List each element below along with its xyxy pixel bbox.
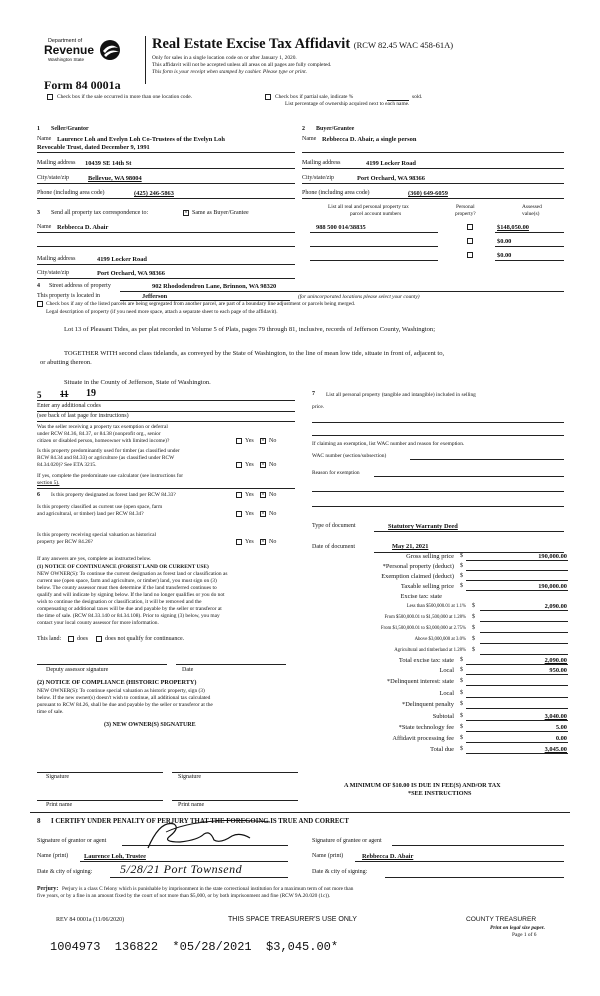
sec6-print1-line bbox=[37, 800, 163, 801]
sec6-print2-line bbox=[172, 800, 298, 801]
sec6-cont-l5: wish to continue the designation or classification, it will be removed and the bbox=[37, 599, 202, 605]
sec6-does-not: does not qualify for continuance. bbox=[105, 636, 185, 642]
sec6-print2-label: Print name bbox=[178, 802, 205, 808]
sec7-doc-date-value[interactable]: May 21, 2021 bbox=[392, 543, 429, 550]
seller-name-value-l2[interactable]: Revocable Trust, dated December 9, 1991 bbox=[37, 144, 150, 151]
buyer-name-line bbox=[302, 152, 564, 153]
tax-affidavit-value[interactable]: 0.00 bbox=[555, 735, 567, 742]
ownership-pct-note: List percentage of ownership acquired next to each name. bbox=[285, 101, 410, 107]
corr-mailing-line bbox=[37, 264, 295, 265]
sec6-does: does bbox=[77, 636, 88, 642]
sec5-bottom-line bbox=[37, 488, 295, 489]
footer-county-treasurer: COUNTY TREASURER bbox=[466, 916, 537, 923]
sec8-grantee-name-line bbox=[355, 861, 564, 862]
tax-exemption-dollar: $ bbox=[460, 573, 463, 579]
partial-sale-sold: sold. bbox=[412, 94, 423, 100]
sec6-cont-title: (1) NOTICE OF CONTINUANCE (FOREST LAND OR CURRENT USE) bbox=[37, 564, 209, 570]
sec5-q1-no-checkbox[interactable]: × bbox=[261, 438, 265, 444]
sec6-new-owner-sig: (3) NEW OWNER(S) SIGNATURE bbox=[104, 722, 196, 728]
seller-phone-line bbox=[37, 198, 295, 199]
sec5-q1-yes-checkbox[interactable] bbox=[236, 438, 242, 444]
buyer-name-value[interactable]: Rebbecca D. Abair, a single person bbox=[322, 136, 417, 143]
sec7-label-l2: price. bbox=[312, 404, 325, 410]
grantor-signature[interactable] bbox=[140, 814, 280, 854]
sec6-q1-yes: Yes bbox=[245, 492, 254, 498]
sec8-grantor-date-line bbox=[110, 877, 288, 878]
partial-sale-label: Check box if partial sale, indicate % bbox=[275, 94, 354, 100]
sec7-pp-line-2 bbox=[312, 435, 564, 436]
dor-logo bbox=[44, 38, 124, 68]
seller-mailing-value[interactable]: 10439 SE 14th St bbox=[85, 160, 132, 167]
sec6-hist-title: (2) NOTICE OF COMPLIANCE (HISTORIC PROPERTY) bbox=[37, 679, 197, 686]
sec6-print1-label: Print name bbox=[46, 802, 73, 808]
dor-dept-line2: Revenue bbox=[44, 43, 95, 57]
parcel-row-1-value[interactable]: $148,050.00 bbox=[497, 224, 529, 231]
tax-tier3-label: From $1,500,000.01 to $3,000,000 at 2.75% bbox=[380, 626, 466, 631]
partial-sale-checkbox[interactable] bbox=[265, 94, 271, 100]
sec7-pp-line-1 bbox=[312, 422, 564, 423]
sec8-perjury-l2: five years, or by a fine in an amount fixed by the court of not more than $5,000, or by both imprisonment and fine (RCW 9A.20.020 (1c)). bbox=[37, 893, 331, 899]
form-number: Form 84 0001a bbox=[44, 78, 121, 92]
header-note-3: This form is your receipt when stamped by cashier. Please type or print. bbox=[152, 69, 307, 75]
sec8-sig-grantor-label: Signature of grantor or agent bbox=[37, 838, 107, 844]
sec7-reason-line-2 bbox=[312, 491, 564, 492]
sec8-grantor-date[interactable]: 5/28/21 Port Townsend bbox=[120, 862, 243, 876]
sec8-top-rule bbox=[30, 812, 570, 813]
parcel-col1-l1: List all real and personal property tax bbox=[328, 204, 409, 210]
parcel-row-2-value[interactable]: $0.00 bbox=[497, 238, 512, 245]
sec5-codes-line bbox=[37, 411, 295, 412]
property-street-value[interactable]: 902 Rhododendron Lane, Brinnon, WA 98320 bbox=[152, 283, 277, 290]
tax-gross-dollar: $ bbox=[460, 553, 463, 559]
tax-delinq-pen-label: *Delinquent penalty bbox=[402, 701, 454, 708]
tax-affidavit-label: Affidavit processing fee bbox=[392, 735, 454, 742]
sec6-hist-l4: time of sale. bbox=[37, 709, 64, 715]
seller-name-line bbox=[37, 152, 295, 153]
tax-tier4-line bbox=[480, 643, 568, 644]
tax-tier1-line bbox=[480, 610, 568, 611]
tax-tech-label: *State technology fee bbox=[398, 724, 454, 731]
buyer-city-value[interactable]: Port Orchard, WA 98366 bbox=[357, 175, 425, 182]
sec5-code-value[interactable]: 19 bbox=[86, 388, 96, 399]
tax-taxable-line bbox=[466, 590, 568, 591]
sec7-doc-date-label: Date of document bbox=[312, 544, 355, 550]
sec6-date-line bbox=[176, 664, 286, 665]
sec5-see-back-line bbox=[37, 421, 295, 422]
parcel-row-1-number[interactable]: 988 500 014/38835 bbox=[316, 224, 366, 231]
buyer-city-label: City/state/zip bbox=[302, 175, 334, 181]
sec5-q2-l2: RCW 84.34 and 84.33) or agriculture (as classified under RCW bbox=[37, 455, 175, 461]
parcel-row-3-value[interactable]: $0.00 bbox=[497, 252, 512, 259]
tax-tier5-label: Agricultural and timberland at 1.28% bbox=[394, 648, 466, 653]
tax-total-label: Total due bbox=[430, 746, 454, 753]
sec6-cont-l7: the time of sale. (RCW 84.33.140 or 84.34.108). Prior to signing (3) below, you may bbox=[37, 613, 220, 619]
tax-total-value[interactable]: 3,045.00 bbox=[544, 746, 567, 753]
property-street-line bbox=[120, 291, 564, 292]
sec8-perjury-bold: Perjury: bbox=[37, 886, 59, 892]
sec6-q3-no: No bbox=[269, 539, 277, 545]
sec6-q3-no-checkbox[interactable]: × bbox=[261, 539, 265, 545]
sec6-deputy-line bbox=[37, 664, 167, 665]
corr-city-label: City/state/zip bbox=[37, 270, 69, 276]
sec8-certify: I CERTIFY UNDER PENALTY OF PERJURY THAT THE FOREGOING IS TRUE AND CORRECT bbox=[51, 818, 349, 825]
sec6-sig1-line bbox=[37, 772, 163, 773]
corr-blank-line bbox=[37, 246, 295, 247]
form-title-rcw: (RCW 82.45 WAC 458-61A) bbox=[353, 40, 454, 50]
parcel-row-1-line bbox=[310, 232, 438, 233]
sec8-grantor-date-label: Date & city of signing: bbox=[37, 869, 93, 875]
corr-label: Send all property tax correspondence to: bbox=[51, 210, 149, 216]
tax-tier3-dollar: $ bbox=[472, 625, 475, 631]
sec6-deputy: Deputy assessor signature bbox=[46, 667, 109, 673]
tax-tech-value[interactable]: 5.00 bbox=[555, 724, 567, 731]
sec7-doc-type-line bbox=[374, 531, 564, 532]
buyer-mailing-line bbox=[302, 168, 564, 169]
sec6-cont-l1: NEW OWNER(S): To continue the current designation as forest land or classification as bbox=[37, 571, 228, 577]
sec7-wac-line bbox=[410, 459, 564, 460]
header-note-2: This affidavit will not be accepted unless all areas on all pages are fully completed. bbox=[152, 62, 332, 68]
sec6-hist-l3: pursuant to RCW 84.26, shall be due and payable by the seller or transferor at the bbox=[37, 702, 213, 708]
sec5-q2-no: No bbox=[269, 462, 277, 468]
buyer-section-label: Buyer/Grantee bbox=[316, 126, 355, 132]
legal-desc-p2b[interactable]: or abutting thereon. bbox=[40, 359, 92, 366]
form-title bbox=[152, 36, 453, 53]
sec8-grantee-date-line bbox=[385, 877, 564, 878]
sec6-cont-l4: qualify and will indicate by signing below. If the land no longer qualifies or you do not bbox=[37, 592, 225, 598]
sec5-num: 5 bbox=[37, 390, 42, 400]
sec5-q1-l1: Was the seller receiving a property tax exemption or deferral bbox=[37, 424, 168, 430]
sec6-hist-l1: NEW OWNER(S): To continue special valuation as historic property, sign (3) bbox=[37, 688, 205, 694]
tax-total-state-line bbox=[466, 664, 568, 665]
header-note-1: Only for sales in a single location code on or after January 1, 2020. bbox=[152, 55, 297, 61]
tax-tier5-line bbox=[480, 654, 568, 655]
header-divider bbox=[145, 36, 146, 84]
tax-tier4-label: Above $3,000,000 at 3.0% bbox=[414, 637, 466, 642]
seller-mailing-line bbox=[37, 168, 295, 169]
sec5-q3-l2: section 5). bbox=[37, 480, 60, 486]
tax-see-instr: *SEE INSTRUCTIONS bbox=[408, 790, 472, 797]
sec6-q2-yes: Yes bbox=[245, 511, 254, 517]
sec6-q1-yes-checkbox[interactable] bbox=[236, 492, 242, 498]
sec6-q2-no-checkbox[interactable]: × bbox=[261, 511, 265, 517]
seller-phone-label: Phone (including area code) bbox=[37, 190, 105, 196]
tax-subtotal-line bbox=[466, 720, 568, 721]
tax-affidavit-line bbox=[466, 742, 568, 743]
sec8-grantor-name-label: Name (print) bbox=[37, 853, 69, 859]
tax-tier1-value[interactable]: 2,090.00 bbox=[544, 603, 567, 610]
tax-gross-value[interactable]: 190,000.00 bbox=[538, 553, 567, 560]
sec5-q1-l2: under RCW 84.36, 84.37, or 84.38 (nonprofit org., senior bbox=[37, 431, 161, 437]
segregated-label: Check box if any of the listed parcels are being segregated from another parcel, are part of a boundary line adjustment or parcels being merged. bbox=[46, 301, 356, 307]
sec6-date: Date bbox=[182, 667, 194, 673]
tax-taxable-label: Taxable selling price bbox=[400, 583, 454, 590]
tax-delinq-label: *Delinquent interest: state bbox=[386, 678, 454, 685]
sec5-q1-l3: citizen or disabled person, homeowner with limited income)? bbox=[37, 438, 170, 444]
segregated-checkbox[interactable] bbox=[37, 301, 43, 307]
parcel-col3-l1: Assessed bbox=[522, 204, 542, 210]
seller-phone-value[interactable]: (425) 246-5863 bbox=[134, 190, 174, 197]
sec8-grantee-name-label: Name (print) bbox=[312, 853, 344, 859]
tax-tier1-label: Less than $500,000.01 at 1.1% bbox=[406, 604, 466, 609]
tax-personal-dollar: $ bbox=[460, 563, 463, 569]
footer-receipt: 1004973 136822 *05/28/2021 $3,045.00* bbox=[50, 940, 339, 954]
sec6-sig2-line bbox=[172, 772, 298, 773]
tax-local-label: Local bbox=[439, 667, 454, 674]
tax-tier4-dollar: $ bbox=[472, 636, 475, 642]
sec5-q2-l3: 84.34.020)? See ETA 3215. bbox=[37, 462, 97, 468]
sec5-q1-no: No bbox=[269, 438, 277, 444]
parcel-row-2-value-line bbox=[495, 246, 564, 247]
buyer-phone-value[interactable]: (360) 649-6059 bbox=[408, 190, 448, 197]
sec6-q2-no: No bbox=[269, 511, 277, 517]
tax-delinq-local-dollar: $ bbox=[460, 690, 463, 696]
tax-delinq-pen-dollar: $ bbox=[460, 701, 463, 707]
seller-city-label: City/state/zip bbox=[37, 175, 69, 181]
tax-exemption-label: Exemption claimed (deduct) bbox=[381, 573, 454, 580]
tax-tech-line bbox=[466, 731, 568, 732]
buyer-section-num: 2 bbox=[302, 126, 305, 132]
sec6-cont-l3: below. The county assessor must then determine if the land transferred continues to bbox=[37, 585, 217, 591]
tax-delinq-line bbox=[466, 685, 568, 686]
sec8-grantee-date-label: Date & city of signing: bbox=[312, 869, 368, 875]
seller-mailing-label: Mailing address bbox=[37, 160, 76, 166]
tax-tier2-label: From $500,000.01 to $1,500,000 at 1.28% bbox=[384, 615, 466, 620]
tax-taxable-value[interactable]: 190,000.00 bbox=[538, 583, 567, 590]
tax-subtotal-value[interactable]: 3,040.00 bbox=[544, 713, 567, 720]
parcel-row-1-personal-checkbox[interactable] bbox=[467, 224, 473, 230]
sec7-doc-type-label: Type of document bbox=[312, 523, 356, 529]
sec6-q2-l1: Is this property classified as current use (open space, farm bbox=[37, 504, 163, 510]
tax-gross-line bbox=[466, 560, 568, 561]
legal-desc-p2a[interactable]: TOGETHER WITH second class tidelands, as conveyed by the State of Washington, to the line of mean low tide, situate in front of, adjacent to, bbox=[64, 350, 445, 357]
parcel-row-3-value-line bbox=[495, 260, 564, 261]
tax-gross-label: Gross selling price bbox=[406, 553, 454, 560]
tax-delinq-pen-line bbox=[466, 708, 568, 709]
sec8-grantor-name[interactable]: Laurence Loh, Trustee bbox=[84, 853, 146, 860]
tax-tier2-line bbox=[480, 621, 568, 622]
sec6-q3-yes: Yes bbox=[245, 539, 254, 545]
sec6-hist-l2: below. If the new owner(s) doesn't wish to continue, all additional tax calculated bbox=[37, 695, 211, 701]
sec6-q3-l2: property per RCW 84.26? bbox=[37, 539, 93, 545]
property-located-note: (for unincorporated locations please select your county) bbox=[298, 294, 420, 300]
tax-min-note: A MINIMUM OF $10.00 IS DUE IN FEE(S) AND/OR TAX bbox=[344, 782, 501, 789]
tax-total-state-value[interactable]: 2,090.00 bbox=[544, 657, 567, 664]
tax-taxable-dollar: $ bbox=[460, 583, 463, 589]
sec6-sig2-label: Signature bbox=[178, 774, 201, 780]
sec6-this-land: This land: bbox=[37, 636, 62, 642]
corr-mailing-label: Mailing address bbox=[37, 256, 76, 262]
tax-total-state-label: Total excise tax: state bbox=[398, 657, 454, 664]
seller-name-value-l1[interactable]: Laurence Loh and Evelyn Loh Co-Trustees of the Evelyn Loh bbox=[57, 136, 225, 143]
sec6-cont-l2: current use (open space, farm and agriculture, or timber) land, you must sign on (3) bbox=[37, 578, 217, 584]
sec6-cont-l6: compensating or additional taxes will be due and payable by the seller or transferor at bbox=[37, 606, 222, 612]
tax-excise-label: Excise tax: state bbox=[400, 593, 442, 600]
legal-desc-label: Legal description of property (if you need more space, attach a separate sheet to each page of the affidavit). bbox=[46, 309, 278, 315]
sec5-enter-codes: Enter any additional codes bbox=[37, 403, 101, 409]
corr-section-num: 3 bbox=[37, 210, 40, 216]
sec5-q2-yes-checkbox[interactable] bbox=[236, 462, 242, 468]
tax-personal-label: *Personal property (deduct) bbox=[382, 563, 454, 570]
tax-personal-line bbox=[466, 570, 568, 571]
property-located-value[interactable]: Jefferson bbox=[142, 293, 168, 300]
sec6-q1-no-checkbox[interactable]: × bbox=[261, 492, 265, 498]
property-street-label: Street address of property bbox=[49, 283, 111, 289]
sec8-num: 8 bbox=[37, 817, 41, 825]
tax-tech-dollar: $ bbox=[460, 724, 463, 730]
sec5-see-back: (see back of last page for instructions) bbox=[37, 413, 129, 419]
sec5-code-line bbox=[37, 400, 295, 401]
seller-city-line bbox=[37, 183, 295, 184]
sec6-q3-yes-checkbox[interactable] bbox=[236, 539, 242, 545]
tax-tier2-dollar: $ bbox=[472, 614, 475, 620]
sec5-q2-yes: Yes bbox=[245, 462, 254, 468]
sec5-q3-l1: If yes, complete the predominate use calculator (see instructions for bbox=[37, 473, 184, 479]
dor-logo-mark bbox=[98, 38, 122, 62]
tax-local-value[interactable]: 950.00 bbox=[549, 667, 567, 674]
property-section-num: 4 bbox=[37, 283, 40, 289]
sec8-grantee-name[interactable]: Rebbecca D. Abair bbox=[362, 853, 414, 860]
sec7-exemption: If claiming an exemption, list WAC number and reason for exemption. bbox=[312, 441, 465, 447]
tax-local-line bbox=[466, 674, 568, 675]
buyer-city-line bbox=[302, 183, 564, 184]
corr-same-as-checkbox[interactable]: × bbox=[184, 210, 188, 216]
parcel-col3-l2: value(s) bbox=[522, 211, 540, 217]
footer-rev: REV 84 0001a (11/06/2020) bbox=[56, 917, 125, 923]
parcel-row-3-line bbox=[310, 260, 438, 261]
sec7-label-l1: List all personal property (tangible and intangible) included in selling bbox=[326, 392, 476, 398]
parcel-row-2-line bbox=[310, 246, 438, 247]
tax-exemption-line bbox=[466, 580, 568, 581]
tax-affidavit-dollar: $ bbox=[460, 735, 463, 741]
seller-section-label: Seller/Grantor bbox=[51, 126, 89, 132]
sec6-q1: Is this property designated as forest land per RCW 84.33? bbox=[51, 492, 176, 498]
sec6-num: 6 bbox=[37, 492, 40, 498]
tax-subtotal-label: Subtotal bbox=[432, 713, 454, 720]
corr-name-line bbox=[37, 232, 295, 233]
sec6-q2-yes-checkbox[interactable] bbox=[236, 511, 242, 517]
sec8-sig-grantee-label: Signature of grantee or agent bbox=[312, 838, 382, 844]
sec6-cont-l8: contact your local county assessor for more information. bbox=[37, 620, 159, 626]
tax-total-dollar: $ bbox=[460, 746, 463, 752]
sec7-reason-label: Reason for exemption bbox=[312, 470, 360, 476]
sec5-q2-no-checkbox[interactable]: × bbox=[261, 462, 265, 468]
parcel-row-3-personal-checkbox[interactable] bbox=[467, 252, 473, 258]
buyer-mailing-value[interactable]: 4199 Locker Road bbox=[366, 160, 416, 167]
parcel-row-2-personal-checkbox[interactable] bbox=[467, 238, 473, 244]
seller-name-label: Name bbox=[37, 136, 52, 142]
parcel-col2-l2: property? bbox=[455, 211, 476, 217]
tax-table bbox=[300, 552, 572, 812]
seller-city-value[interactable]: Bellevue, WA 98004 bbox=[88, 175, 142, 182]
corr-same-as-label: Same as Buyer/Grantee bbox=[192, 210, 249, 216]
sec7-num: 7 bbox=[312, 391, 315, 397]
dor-dept-line3: Washington State bbox=[48, 57, 85, 62]
sec6-if-yes: If any answers are yes, complete as instructed below. bbox=[37, 556, 152, 562]
tax-tier1-dollar: $ bbox=[472, 603, 475, 609]
sec8-sig-grantee-line bbox=[392, 845, 564, 846]
property-located-label: This property is located in bbox=[37, 293, 100, 299]
sec8-perjury-l1: Perjury is a class C felony which is punishable by imprisonment in the state correctional institution for a maximum term of not more than bbox=[62, 886, 354, 892]
tax-total-state-dollar: $ bbox=[460, 657, 463, 663]
sec6-q3-l1: Is this property receiving special valuation as historical bbox=[37, 532, 157, 538]
sec6-does-checkbox[interactable] bbox=[68, 636, 74, 642]
buyer-name-label: Name bbox=[302, 136, 317, 142]
sec7-doc-type-value[interactable]: Statutory Warranty Deed bbox=[388, 523, 458, 530]
sec5-q1-yes: Yes bbox=[245, 438, 254, 444]
seller-section-num: 1 bbox=[37, 126, 40, 132]
sec7-reason-line-3 bbox=[312, 506, 564, 507]
parcel-col1-l2: parcel account numbers bbox=[350, 211, 402, 217]
corr-city-line bbox=[37, 278, 295, 279]
tax-tier5-dollar: $ bbox=[472, 647, 475, 653]
buyer-phone-label: Phone (including area code) bbox=[302, 190, 370, 196]
buyer-mailing-label: Mailing address bbox=[302, 160, 341, 166]
tax-local-dollar: $ bbox=[460, 667, 463, 673]
corr-name-value[interactable]: Rebbecca D. Abair bbox=[57, 224, 109, 231]
sec6-does-not-checkbox[interactable] bbox=[96, 636, 102, 642]
tax-total-line bbox=[466, 753, 568, 754]
corr-mailing-value[interactable]: 4199 Locker Road bbox=[97, 256, 147, 263]
sec6-q1-no: No bbox=[269, 492, 277, 498]
multi-location-checkbox[interactable] bbox=[47, 94, 53, 100]
sec5-q2-l1: Is this property predominantly used for timber (as classified under bbox=[37, 448, 180, 454]
sec6-q2-l2: and agricultural, or timber) land per RCW 84.34? bbox=[37, 511, 144, 517]
sec7-wac-label: WAC number (section/subsection) bbox=[312, 453, 387, 459]
parcel-row-1-value-line bbox=[495, 232, 564, 233]
legal-desc-p1[interactable]: Lot 13 of Pleasant Tides, as per plat recorded in Volume 5 of Plats, pages 79 through 81, inclusive, records of Jefferson County, Washington; bbox=[64, 326, 436, 333]
parcel-col2-l1: Personal bbox=[456, 204, 475, 210]
dor-dept-line1: Department of bbox=[48, 38, 83, 44]
sec7-reason-line-1 bbox=[374, 476, 564, 477]
tax-tier3-line bbox=[480, 632, 568, 633]
tax-delinq-dollar: $ bbox=[460, 678, 463, 684]
tax-subtotal-dollar: $ bbox=[460, 713, 463, 719]
buyer-phone-line bbox=[302, 198, 564, 199]
footer-page: Page 1 of 6 bbox=[512, 932, 537, 938]
sec6-sig1-label: Signature bbox=[46, 774, 69, 780]
multi-location-label: Check box if the sale occurred in more than one location code. bbox=[57, 94, 193, 100]
form-title-text: Real Estate Excise Tax Affidavit bbox=[152, 36, 351, 52]
tax-delinq-local-line bbox=[466, 697, 568, 698]
corr-city-value[interactable]: Port Orchard, WA 98366 bbox=[97, 270, 165, 277]
footer-legal-paper: Print on legal size paper. bbox=[490, 925, 545, 931]
tax-delinq-local-label: Local bbox=[439, 690, 454, 697]
legal-desc-p3[interactable]: Situate in the County of Jefferson, State of Washington. bbox=[64, 379, 211, 386]
corr-name-label: Name bbox=[37, 224, 52, 230]
sec5-code-struck[interactable]: 11 bbox=[60, 389, 69, 399]
footer-treasurer-use: THIS SPACE TREASURER'S USE ONLY bbox=[228, 916, 357, 923]
